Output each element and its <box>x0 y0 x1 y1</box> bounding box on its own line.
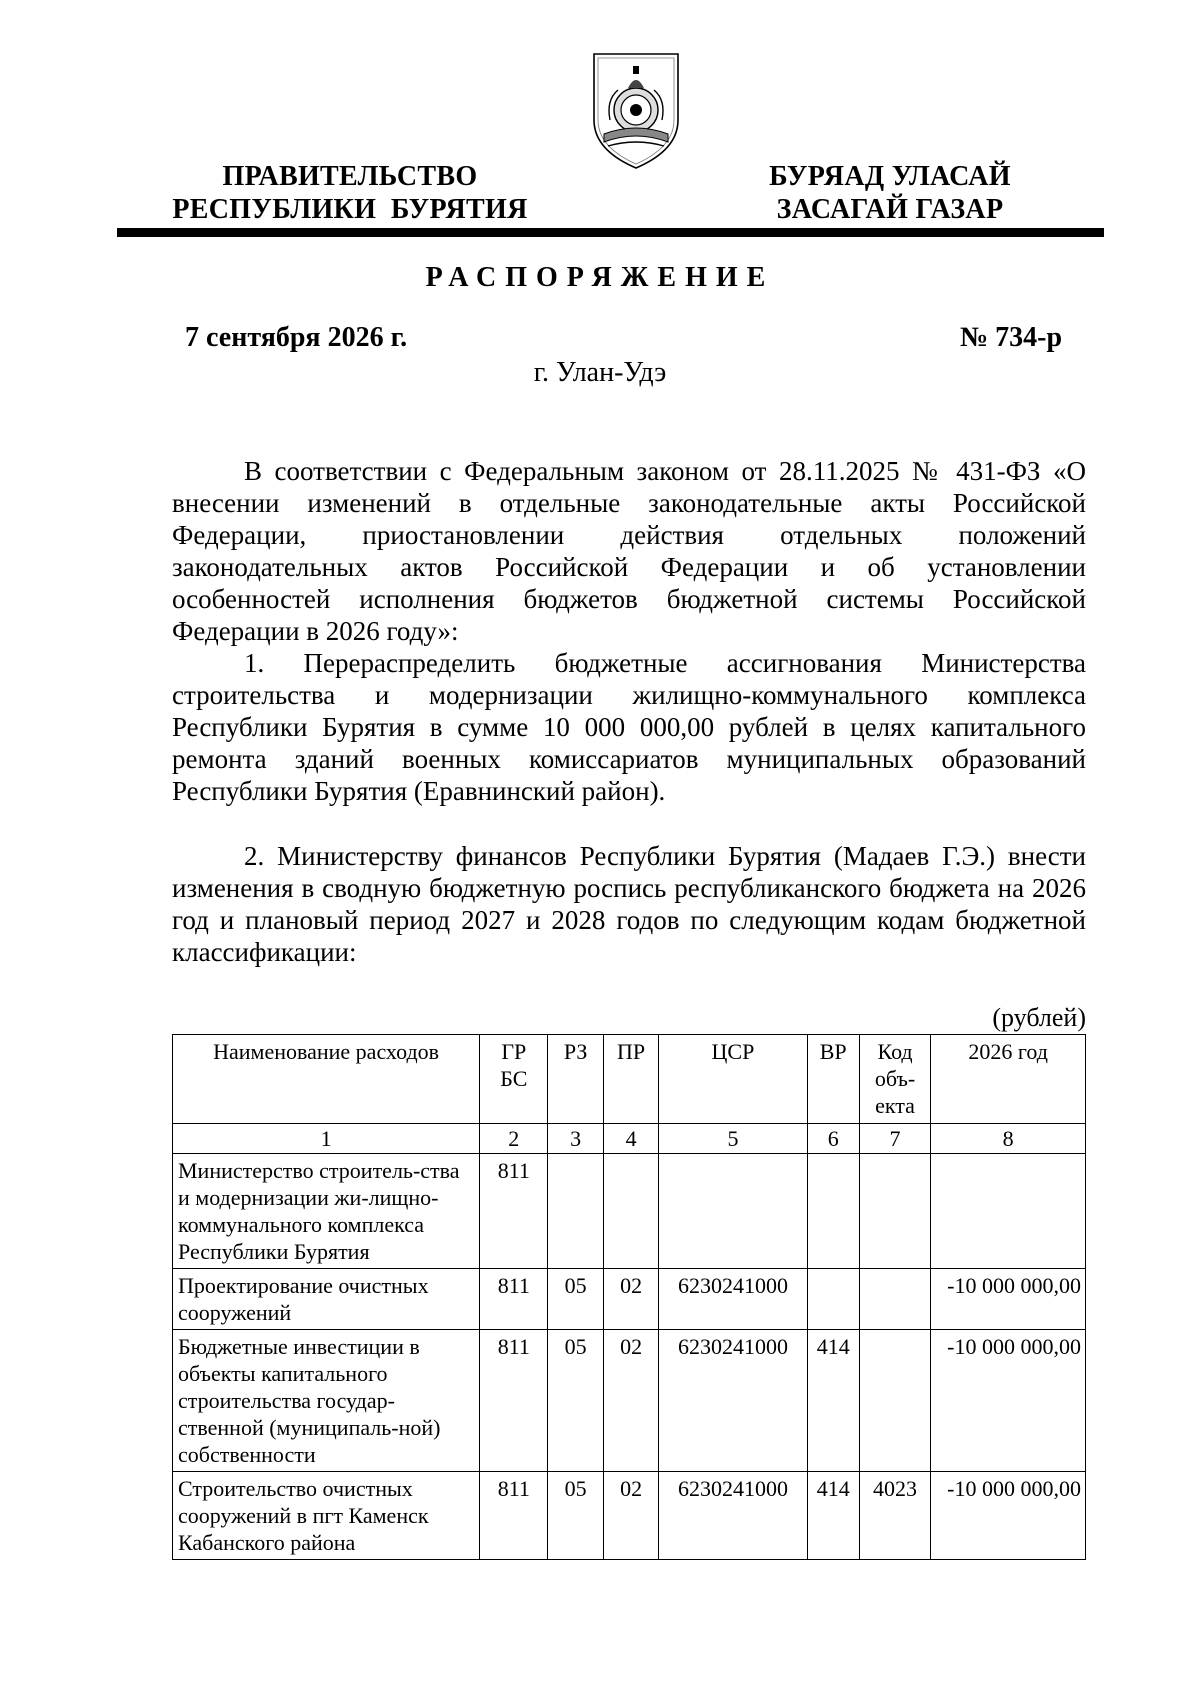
header-rz: РЗ <box>548 1035 603 1124</box>
row-amount: -10 000 000,00 <box>931 1472 1086 1560</box>
header-grbs: ГР БС <box>480 1035 548 1124</box>
header-name: Наименование расходов <box>173 1035 480 1124</box>
table-row <box>173 1330 1086 1472</box>
header-year: 2026 год <box>931 1035 1086 1124</box>
row-rz: 05 <box>548 1330 603 1472</box>
col-number: 2 <box>480 1124 548 1154</box>
row-object-code <box>859 1154 930 1269</box>
col-number: 3 <box>548 1124 603 1154</box>
row-grbs: 811 <box>480 1330 548 1472</box>
document-number: № 734-р <box>960 322 1063 353</box>
col-number: 4 <box>603 1124 658 1154</box>
row-grbs: 811 <box>480 1154 548 1269</box>
header-divider <box>117 228 1104 237</box>
document-city: г. Улан-Удэ <box>533 357 667 388</box>
row-object-code: 4023 <box>859 1472 930 1560</box>
paragraph-item-2: 2. Министерству финансов Республики Бурятия (Мадаев Г.Э.) внести изменения в сводную бюджетную роспись республиканского бюджета на 2026 год и плановый период 2027 и 2028 годов по следующим кодам бюджетной классификации: <box>172 841 1086 967</box>
header-left-line1: ПРАВИТЕЛЬСТВО <box>222 161 478 192</box>
row-vr <box>807 1154 859 1269</box>
header-left-line2: РЕСПУБЛИКИ БУРЯТИЯ <box>172 194 528 225</box>
document-date: 7 сентября 2026 г. <box>185 322 408 353</box>
table-header-row <box>173 1035 1086 1124</box>
col-number: 7 <box>859 1124 930 1154</box>
table-row <box>173 1472 1086 1560</box>
row-pr: 02 <box>603 1472 658 1560</box>
row-name: Строительство очистных сооружений в пгт Каменск Кабанского района <box>173 1472 480 1560</box>
table-row <box>173 1269 1086 1330</box>
row-vr <box>807 1269 859 1330</box>
government-name-ru <box>165 160 535 226</box>
col-number: 5 <box>659 1124 807 1154</box>
row-pr: 02 <box>603 1269 658 1330</box>
row-csr <box>659 1154 807 1269</box>
row-rz: 05 <box>548 1269 603 1330</box>
row-object-code <box>859 1269 930 1330</box>
col-number: 8 <box>931 1124 1086 1154</box>
header-csr: ЦСР <box>659 1035 807 1124</box>
table-row <box>173 1154 1086 1269</box>
row-name: Проектирование очистных сооружений <box>173 1269 480 1330</box>
row-amount: -10 000 000,00 <box>931 1330 1086 1472</box>
row-vr: 414 <box>807 1330 859 1472</box>
government-name-bua <box>740 160 1040 226</box>
row-object-code <box>859 1330 930 1472</box>
header-object-code: Код объ-екта <box>859 1035 930 1124</box>
row-rz: 05 <box>548 1472 603 1560</box>
row-amount <box>931 1154 1086 1269</box>
paragraph-preamble: В соответствии с Федеральным законом от 28.11.2025 № 431-ФЗ «О внесении изменений в отдельные законодательные акты Российской Федерации, приостановлении действия отдельных положений законодательных актов Российской Федерации и об установлении особенностей исполнения бюджетов бюджетной системы Российской Федерации в 2026 году»: <box>172 456 1086 646</box>
row-csr: 6230241000 <box>659 1472 807 1560</box>
row-pr: 02 <box>603 1330 658 1472</box>
row-vr: 414 <box>807 1472 859 1560</box>
table-units: (рублей) <box>992 1003 1086 1032</box>
header-right-line1: БУРЯАД УЛАСАЙ <box>769 161 1011 192</box>
row-grbs: 811 <box>480 1472 548 1560</box>
header-vr: ВР <box>807 1035 859 1124</box>
header-pr: ПР <box>603 1035 658 1124</box>
row-amount: -10 000 000,00 <box>931 1269 1086 1330</box>
document-type: РАСПОРЯЖЕНИЕ <box>425 262 775 293</box>
row-rz <box>548 1154 603 1269</box>
row-grbs: 811 <box>480 1269 548 1330</box>
col-number: 6 <box>807 1124 859 1154</box>
table-column-numbers <box>173 1124 1086 1154</box>
row-pr <box>603 1154 658 1269</box>
row-name: Бюджетные инвестиции в объекты капитального строительства государ-ственной (муниципаль-ной) собственности <box>173 1330 480 1472</box>
budget-table <box>172 1034 1086 1560</box>
header-right-line2: ЗАСАГАЙ ГАЗАР <box>776 194 1004 225</box>
col-number: 1 <box>173 1124 480 1154</box>
row-csr: 6230241000 <box>659 1330 807 1472</box>
paragraph-item-1: 1. Перераспределить бюджетные ассигнования Министерства строительства и модернизации жилищно-коммунального комплекса Республики Бурятия в сумме 10 000 000,00 рублей в целях капитального ремонта зданий военных комиссариатов муниципальных образований Республики Бурятия (Еравнинский район). <box>172 648 1086 806</box>
row-csr: 6230241000 <box>659 1269 807 1330</box>
row-name: Министерство строитель-ства и модернизации жи-лищно-коммунального комплекса Республики Бурятия <box>173 1154 480 1269</box>
coat-of-arms-icon <box>588 50 684 172</box>
